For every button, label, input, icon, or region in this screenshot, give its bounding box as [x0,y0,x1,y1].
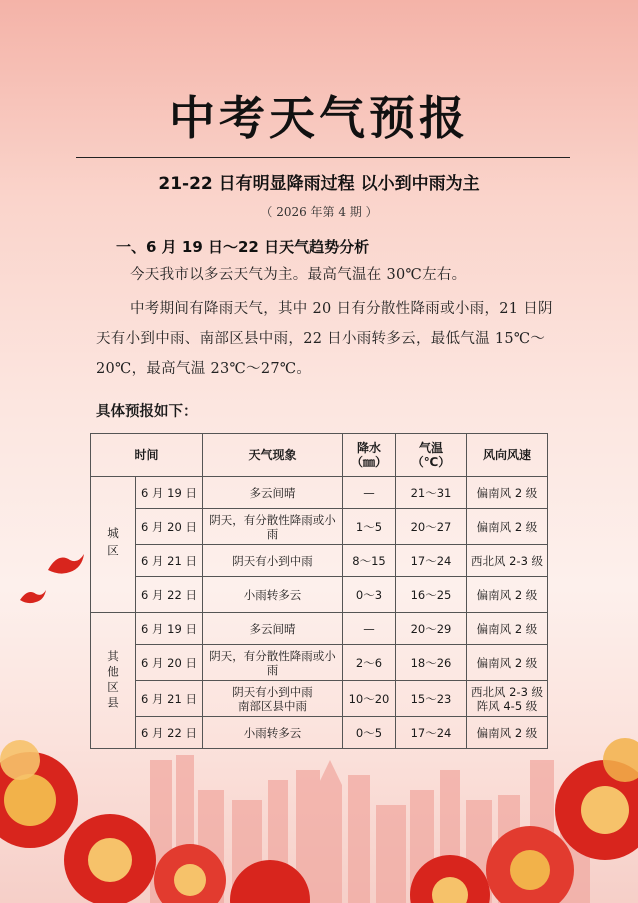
rain-cell: 2～6 [343,645,396,681]
date-cell: 6 月 22 日 [136,717,203,749]
wind-cell: 西北风 2-3 级 阵风 4-5 级 [467,681,548,717]
table-row [91,477,548,509]
weather-cell: 阴天有小到中雨 [203,545,343,577]
weather-cell: 小雨转多云 [203,717,343,749]
region-name: 其他区县 [106,649,120,712]
header-wind: 风向风速 [467,434,548,477]
title-divider [76,157,570,158]
header-temp [396,434,467,477]
rain-cell: — [343,613,396,645]
peony-flowers [0,738,638,903]
table-row [91,545,548,577]
rain-cell: 10～20 [343,681,396,717]
page-title: 中考天气预报 [169,91,469,145]
date-cell: 6 月 19 日 [136,613,203,645]
wind-cell: 偏南风 2 级 [467,645,548,681]
region-cell [91,477,136,613]
weather-cell: 阴天有小到中雨 南部区县中雨 [203,681,343,717]
table-row [91,509,548,545]
weather-cell: 多云间晴 [203,477,343,509]
rain-cell: 8～15 [343,545,396,577]
header-time: 时间 [91,434,203,477]
temp-cell: 15～23 [396,681,467,717]
date-cell: 6 月 20 日 [136,645,203,681]
temp-cell: 20～27 [396,509,467,545]
weather-cell: 小雨转多云 [203,577,343,613]
wind-cell: 偏南风 2 级 [467,577,548,613]
subtitle: 21-22 日有明显降雨过程 以小到中雨为主 [158,174,480,194]
header-weather: 天气现象 [203,434,343,477]
header-rain-unit: （㎜） [350,455,387,469]
rain-cell: 1～5 [343,509,396,545]
rain-cell: 0～5 [343,717,396,749]
header-rain [343,434,396,477]
date-cell: 6 月 20 日 [136,509,203,545]
temp-cell: 16～25 [396,577,467,613]
issue-number: （ 2026 年第 4 期 ） [260,205,378,219]
weather-cell: 阴天，有分散性降雨或小雨 [203,509,343,545]
temp-cell: 17～24 [396,545,467,577]
table-row [91,645,548,681]
header-temp-unit: （℃） [411,455,451,469]
temp-cell: 20～29 [396,613,467,645]
rain-cell: — [343,477,396,509]
wind-cell: 偏南风 2 级 [467,717,548,749]
temp-cell: 17～24 [396,717,467,749]
table-row [91,681,548,717]
region-cell [91,613,136,749]
section-heading: 一、6 月 19 日～22 日天气趋势分析 [116,238,370,256]
header-rain-label: 降水 [356,441,381,455]
table-row [91,613,548,645]
wind-cell: 偏南风 2 级 [467,509,548,545]
details-label: 具体预报如下： [96,404,198,420]
date-cell: 6 月 21 日 [136,545,203,577]
weather-cell: 多云间晴 [203,613,343,645]
paragraph-exam-period: 中考期间有降雨天气，其中 20 日有分散性降雨或小雨，21 日阴天有小到中雨、南部区县中雨，22 日小雨转多云，最低气温 15℃～20℃，最高气温 23℃～27℃。 [96,301,553,377]
flying-birds [20,554,84,603]
temp-cell: 18～26 [396,645,467,681]
temp-cell: 21～31 [396,477,467,509]
weather-cell: 阴天，有分散性降雨或小雨 [203,645,343,681]
forecast-table [90,433,548,749]
date-cell: 6 月 19 日 [136,477,203,509]
date-cell: 6 月 21 日 [136,681,203,717]
city-skyline [150,755,590,903]
table-row [91,717,548,749]
region-name: 城区 [106,527,120,562]
date-cell: 6 月 22 日 [136,577,203,613]
header-temp-label: 气温 [418,441,443,455]
wind-cell: 偏南风 2 级 [467,613,548,645]
wind-cell: 西北风 2-3 级 [467,545,548,577]
paragraph-today: 今天我市以多云天气为主。最高气温在 30℃左右。 [130,267,467,283]
rain-cell: 0～3 [343,577,396,613]
table-row [91,577,548,613]
wind-cell: 偏南风 2 级 [467,477,548,509]
